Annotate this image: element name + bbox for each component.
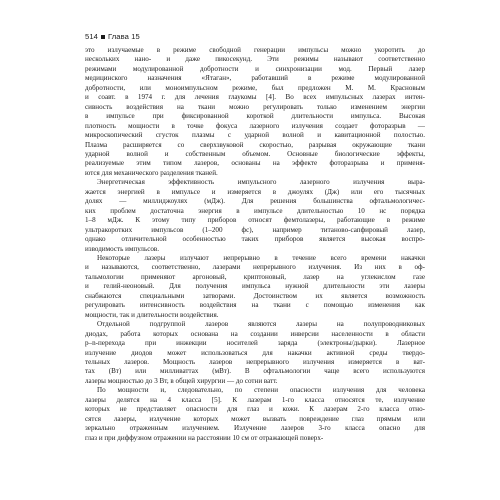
square-bullet-icon (101, 35, 105, 39)
text-line: ются для механического разделения тканей. (85, 168, 218, 177)
chapter-title: Глава 15 (107, 32, 140, 41)
text-line: которых не представляет опасности для глаз и кожи. К лазерам 2-го класса отно- (85, 405, 425, 414)
page-body-text (85, 46, 425, 443)
text-line: реализуемые этим типом лазеров, основаны на эффекте фоторазрыва и применя- (85, 159, 425, 168)
text-line: p–n-перехода при инжекции носителей заряда (электроны/дырки). Лазерное (85, 339, 425, 348)
text-line: микроскопический сгусток плазмы с ударной волной и кавитационной полостью. (85, 131, 425, 140)
text-line: нескольких нано- и даже пикосекунд. Эти режимы называют соответственно (85, 55, 425, 64)
text-line: диодах, работа которых основана на создании инверсии населенности в области (85, 329, 425, 338)
text-line: сятся лазеры, излучение которых может вызвать повреждение глаз прямым или (85, 414, 425, 423)
text-line: Плазма расширяется со сверхзвуковой скоростью, разрывая окружающие ткани (85, 140, 425, 149)
text-line: в импульсе при фиксированной короткой длительности импульса. Высокая (85, 112, 425, 121)
text-line: глаз и при диффузном отражении на расстоянии 10 см от отражающей поверх- (85, 433, 324, 442)
text-line: мощности, так и длительности воздействия. (85, 310, 219, 319)
running-header (85, 32, 140, 41)
text-line: снабжаются специальными затворами. Достоинством их является возможность (85, 291, 425, 300)
text-line: добротности, или моноимпульсном режиме, был предложен М. М. Красновым (85, 83, 425, 92)
text-line: тах (Вт) или милливаттах (мВт). В офтальмологии чаще всего используются (85, 367, 425, 376)
text-line: По мощности и, следовательно, по степени опасности излучения для человека (97, 386, 425, 395)
text-line: однако отличительной особенностью таких приборов является высокая воспро- (85, 235, 425, 244)
page-number: 514 (85, 32, 98, 41)
text-line: Некоторые лазеры излучают непрерывно в течение всего времени накачки (97, 253, 425, 262)
text-line: долях — миллиджоулях (мДж). Для решения большинства офтальмологичес- (85, 197, 425, 206)
text-line: изводимость импульсов. (85, 244, 160, 253)
text-line: и гелий-неоновый. Для получения импульса нужной длительности эти лазеры (85, 282, 425, 291)
text-line: регулировать интенсивность воздействия на ткани с помощью изменения как (85, 301, 425, 310)
text-line: это излучаемые в режиме свободной генерации импульсы можно укоротить до (85, 46, 425, 54)
text-line: ударной волной и собственным объемом. Основные биологические эффекты, (85, 149, 425, 158)
text-line: жается энергией в импульсе и измеряется в джоулях (Дж) или его тысячных (85, 187, 425, 196)
text-line: лазеры делятся на 4 класса [5]. К лазерам 1-го класса относятся те, излучение (85, 395, 425, 404)
text-line: излучение диодов может использоваться для накачки активной среды твердо- (85, 348, 425, 357)
text-line: ультракоротких импульсов (1–200 фс), например титаново-сапфировый лазер, (85, 225, 425, 234)
text-line: и называются, соответственно, лазерами непрерывного излучения. Из них в оф- (85, 263, 425, 272)
text-line: лазеры мощностью до 3 Вт, в общей хирургии — до сотни ватт. (85, 376, 278, 385)
text-line: режимами модулированной добротности и синхронизации мод. Первый лазер (85, 64, 425, 73)
text-line: и соавт. в 1974 г. для лечения глаукомы [4]. Во всех импульсных лазерах интен- (85, 93, 425, 102)
text-line: Энергетическая эффективность импульсного лазерного излучения выра- (97, 178, 425, 187)
text-line: Отдельной подгруппой лазеров являются лазеры на полупроводниковых (97, 320, 425, 329)
text-line: зеркально отраженным излучением. Излучение лазеров 3-го класса опасно для (85, 424, 425, 433)
text-line: тальмологии применяют аргоновый, криптоновый, лазер на углекислом газе (85, 272, 425, 281)
text-line: сивность воздействия на ткани можно регулировать только изменением энергии (85, 102, 425, 111)
text-line: плотность мощности в точке фокуса лазерного излучения создает фоторазрыв — (85, 121, 425, 130)
text-line: медицинского назначения «Ятаган», работавший в режиме модулированной (85, 74, 425, 83)
text-line: тельных лазеров. Мощность лазеров непрерывного излучения измеряется в ват- (85, 357, 425, 366)
text-line: ких проблем достаточна энергия в импульсе длительностью 10 нс порядка (85, 206, 425, 215)
text-line: 1–8 мДж. К этому типу приборов относят фемтолазеры, работающие в режиме (85, 216, 425, 225)
